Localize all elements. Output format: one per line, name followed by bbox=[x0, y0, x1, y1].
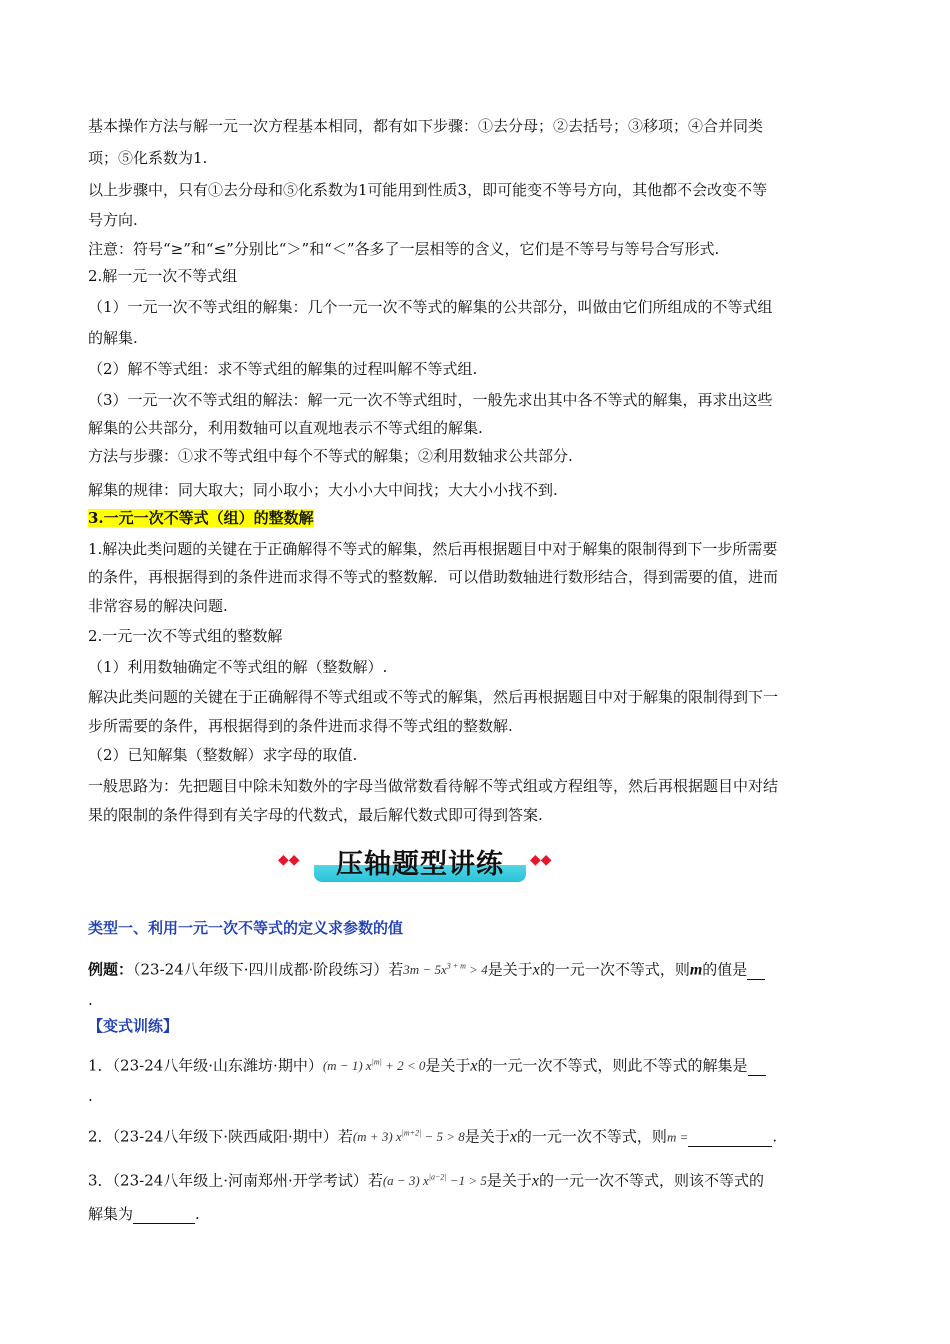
text-line: 2.解一元一次不等式组 bbox=[88, 267, 238, 285]
answer-blank[interactable] bbox=[688, 1132, 772, 1147]
text-line: 的条件，再根据得到的条件进而求得不等式的整数解．可以借助数轴进行数形结合，得到需要的值，进而 bbox=[88, 568, 779, 586]
question-source: （23-24八年级下·陕西咸阳·期中）若 bbox=[112, 1127, 353, 1146]
diamond-deco-icon: ◆◆ bbox=[530, 852, 552, 868]
answer-blank[interactable] bbox=[747, 965, 765, 980]
text-line: 1.解决此类问题的关键在于正确解得不等式的解集，然后再根据题目中对于解集的限制得到下一步所需要 bbox=[88, 540, 778, 558]
variable-m: m bbox=[689, 961, 703, 979]
text-line: （1）利用数轴确定不等式组的解（整数解）. bbox=[88, 658, 388, 676]
question-number: 3． bbox=[88, 1171, 113, 1190]
example-continuation: . bbox=[88, 991, 93, 1009]
question-number: 1． bbox=[88, 1056, 113, 1075]
question-1-continuation: . bbox=[88, 1087, 93, 1105]
text-line: 解集的公共部分，利用数轴可以直观地表示不等式组的解集. bbox=[88, 419, 483, 437]
text-line: 2.一元一次不等式组的整数解 bbox=[88, 627, 283, 645]
variable-x: x bbox=[509, 1128, 517, 1146]
question-text: 的一元一次不等式，则此不等式的解集是 bbox=[477, 1056, 748, 1075]
text-line: （2）解不等式组：求不等式组的解集的过程叫解不等式组. bbox=[88, 360, 478, 378]
text-line: 号方向. bbox=[88, 211, 138, 229]
text-line: 以上步骤中，只有①去分母和⑤化系数为1可能用到性质3，即可能变不等号方向，其他都不会改变不等 bbox=[88, 181, 768, 199]
question-text: 是关于 bbox=[486, 1171, 532, 1190]
question-text: 的一元一次不等式，则 bbox=[516, 1127, 667, 1146]
example-math: $3m - 5x^{3 + m} > 4$ bbox=[403, 962, 488, 978]
answer-blank[interactable] bbox=[133, 1209, 195, 1224]
section-3-heading bbox=[88, 508, 314, 528]
example-text: 的值是 bbox=[702, 960, 748, 979]
question-text: . bbox=[195, 1205, 200, 1223]
text-line: 一般思路为：先把题目中除未知数外的字母当做常数看待解不等式组或方程组等，然后再根据题目中对结 bbox=[88, 777, 779, 795]
variable-x: x bbox=[531, 1172, 539, 1190]
answer-blank[interactable] bbox=[748, 1061, 766, 1076]
diamond-deco-icon: ◆◆ bbox=[278, 852, 300, 868]
text-line: （3）一元一次不等式组的解法：解一元一次不等式组时，一般先求出其中各不等式的解集，再求出这些 bbox=[88, 391, 773, 409]
question-text: 的一元一次不等式，则该不等式的 bbox=[539, 1171, 765, 1190]
text-line: 基本操作方法与解一元一次方程基本相同，都有如下步骤：①去分母；②去括号；③移项；④合并同类 bbox=[88, 117, 764, 135]
example-question bbox=[88, 957, 765, 980]
text-line: 解集的规律：同大取大；同小取小；大小小大中间找；大大小小找不到. bbox=[88, 481, 558, 499]
text-line: 非常容易的解决问题. bbox=[88, 597, 228, 615]
variable-x: x bbox=[470, 1057, 478, 1075]
text-line: （1）一元一次不等式组的解集：几个一元一次不等式的解集的公共部分，叫做由它们所组成的不等式组 bbox=[88, 298, 773, 316]
example-source: （23-24八年级下·四川成都·阶段练习）若 bbox=[133, 960, 404, 979]
text-line: 步所需要的条件，再根据得到的条件进而求得不等式组的整数解. bbox=[88, 717, 513, 735]
variant-heading: 【变式训练】 bbox=[88, 1017, 179, 1035]
question-1 bbox=[88, 1053, 766, 1076]
question-3-math: (a − 3) $x^{|a-2|} -1 > 5$ bbox=[382, 1173, 487, 1189]
question-3 bbox=[88, 1168, 764, 1191]
example-text: 是关于 bbox=[487, 960, 533, 979]
banner-title: 压轴题型讲练 bbox=[336, 849, 504, 880]
text-line: 项；⑤化系数为1. bbox=[88, 149, 208, 167]
question-2-math: (m + 3) $x^{|m+2|} - 5 > 8$ bbox=[352, 1129, 465, 1145]
example-text: 的一元一次不等式，则 bbox=[539, 960, 690, 979]
example-label: 例题： bbox=[88, 960, 134, 979]
question-3-line-2 bbox=[88, 1204, 200, 1224]
question-text: 解集为 bbox=[88, 1205, 134, 1223]
section-banner bbox=[278, 838, 564, 890]
text-line: 方法与步骤：①求不等式组中每个不等式的解集；②利用数轴求公共部分. bbox=[88, 447, 573, 465]
text-line: 解决此类问题的关键在于正确解得不等式组或不等式的解集，然后再根据题目中对于解集的限制得到下一 bbox=[88, 688, 779, 706]
question-source: （23-24八年级·山东潍坊·期中） bbox=[112, 1056, 323, 1075]
math-m-equals: m = bbox=[666, 1129, 689, 1145]
question-text: . bbox=[772, 1127, 778, 1146]
question-2 bbox=[88, 1124, 777, 1147]
type-1-heading: 类型一、利用一元一次不等式的定义求参数的值 bbox=[88, 919, 404, 937]
text-line: （2）已知解集（整数解）求字母的取值. bbox=[88, 746, 358, 764]
question-1-math: (m − 1) $x^{|m|} + 2 < 0$ bbox=[322, 1058, 426, 1074]
question-number: 2． bbox=[88, 1127, 113, 1146]
question-text: 是关于 bbox=[425, 1056, 471, 1075]
text-line: 果的限制的条件得到有关字母的代数式，最后解代数式即可得到答案. bbox=[88, 806, 543, 824]
text-line: 的解集. bbox=[88, 329, 138, 347]
text-line: 注意：符号“≥”和“≤”分别比“＞”和“＜”各多了一层相等的含义，它们是不等号与等号合写形式. bbox=[88, 240, 720, 258]
question-text: 是关于 bbox=[464, 1127, 510, 1146]
variable-x: x bbox=[532, 961, 540, 979]
question-source: （23-24八年级上·河南郑州·开学考试）若 bbox=[112, 1171, 383, 1190]
section-3-heading-text: 3.一元一次不等式（组）的整数解 bbox=[88, 509, 314, 527]
